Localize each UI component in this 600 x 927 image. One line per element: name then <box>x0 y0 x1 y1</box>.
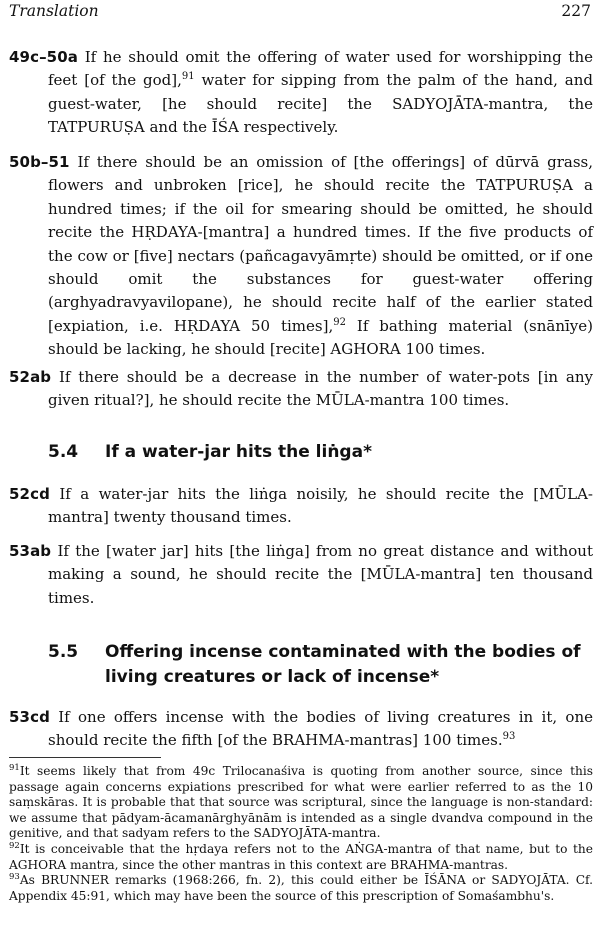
footnote-text: As BRUNNER remarks (1968:266, fn. 2), this could either be ĪŚĀNA or SADYOJĀTA. Cf. Appendix 45:91, which may have been the source of this prescription of Somaśambhu's. <box>9 873 593 903</box>
section-title: Offering incense contaminated with the bodies of living creatures or lack of incense* <box>105 642 581 687</box>
entry-ref: 52ab <box>9 368 52 386</box>
entry-53cd <box>9 706 593 753</box>
entry-text: If there should be an omission of [the offerings] of dūrvā grass, flowers and unbroken [rice], he should recite the TATPURUṢA a hundred times; if the oil for smearing should be omitted, he should recite the HṚDAYA-[mantra] a hundred times. If the five products of the cow or [five] nectars (pañcagavyāmṛte) should be omitted, or if one should omit the substances for guest-water offering (arghyadravyavilopane), he should recite half of the earlier stated [expiation, i.e. HṚDAYA 50 times], <box>48 153 593 335</box>
page-number: 227 <box>561 2 591 20</box>
footnote-number: 93 <box>9 872 20 883</box>
footnotes <box>9 764 593 904</box>
entry-text: If a water-jar hits the liṅga noisily, he should recite the [MŪLA-mantra] twenty thousand times. <box>48 485 593 527</box>
section-number: 5.5 <box>48 642 79 662</box>
entry-text-cont: If bathing material (snānīye) should be lacking, he should [recite] AGHORA 100 times. <box>48 316 594 359</box>
footnote-number: 91 <box>9 762 20 773</box>
section-5-4 <box>9 440 593 465</box>
entry-52ab <box>9 366 593 413</box>
entry-52cd <box>9 483 593 530</box>
footnote-text: It seems likely that from 49c Trilocanaśiva is quoting from another source, since this passage again concerns expiations prescribed for what were earlier referred to as the 10 saṃskāras. It is probable that that source was scriptural, since the language is non-standard: we assume that pādyam-ācamanārghyānām is intended as a single dvandva compound in the genitive, and that sadyam refers to the SADYOJĀTA-mantra. <box>9 764 593 841</box>
footnote-93 <box>9 873 593 904</box>
running-head: Translation <box>9 2 99 20</box>
entry-ref: 49c–50a <box>9 48 78 66</box>
footnote-91 <box>9 764 593 842</box>
footnote-92 <box>9 842 593 873</box>
entry-text: If one offers incense with the bodies of living creatures in it, one should recite the fifth [of the BRAHMA-mantras] 100 times. <box>48 708 593 750</box>
entry-ref: 50b–51 <box>9 153 70 171</box>
footnote-mark[interactable]: 92 <box>333 316 346 328</box>
entry-53ab <box>9 540 593 610</box>
footnote-mark[interactable]: 93 <box>502 731 516 743</box>
section-5-5 <box>9 640 593 690</box>
entry-49c-50a <box>9 46 593 140</box>
entry-text: If there should be a decrease in the number of water-pots [in any given ritual?], he should recite the MŪLA-mantra 100 times. <box>48 368 593 410</box>
footnote-mark[interactable]: 91 <box>181 71 195 83</box>
entry-ref: 53ab <box>9 542 52 560</box>
entry-text: If he should omit the offering of water used for worshipping the feet [of the god], <box>48 48 593 90</box>
entry-ref: 52cd <box>9 485 50 503</box>
section-title: If a water-jar hits the liṅga* <box>105 442 372 462</box>
entry-text: If the [water jar] hits [the liṅga] from no great distance and without making a sound, he should recite the [MŪLA-mantra] ten thousand times. <box>48 542 593 607</box>
entry-ref: 53cd <box>9 708 50 726</box>
footnote-number: 92 <box>9 840 20 851</box>
section-number: 5.4 <box>48 442 79 462</box>
page-header <box>9 0 593 28</box>
footnote-text: It is conceivable that the hṛdaya refers not to the AṄGA-mantra of that name, but to the AGHORA mantra, since the other mantras in this context are BRAHMA-mantras. <box>9 841 593 872</box>
footnote-rule <box>9 757 161 758</box>
entry-50b-51 <box>9 151 593 362</box>
entry-text-cont: water for sipping from the palm of the hand, and guest-water, [he should recite] the SADYOJĀTA-mantra, the TATPURUṢA and the ĪŚA respectively. <box>48 71 593 137</box>
